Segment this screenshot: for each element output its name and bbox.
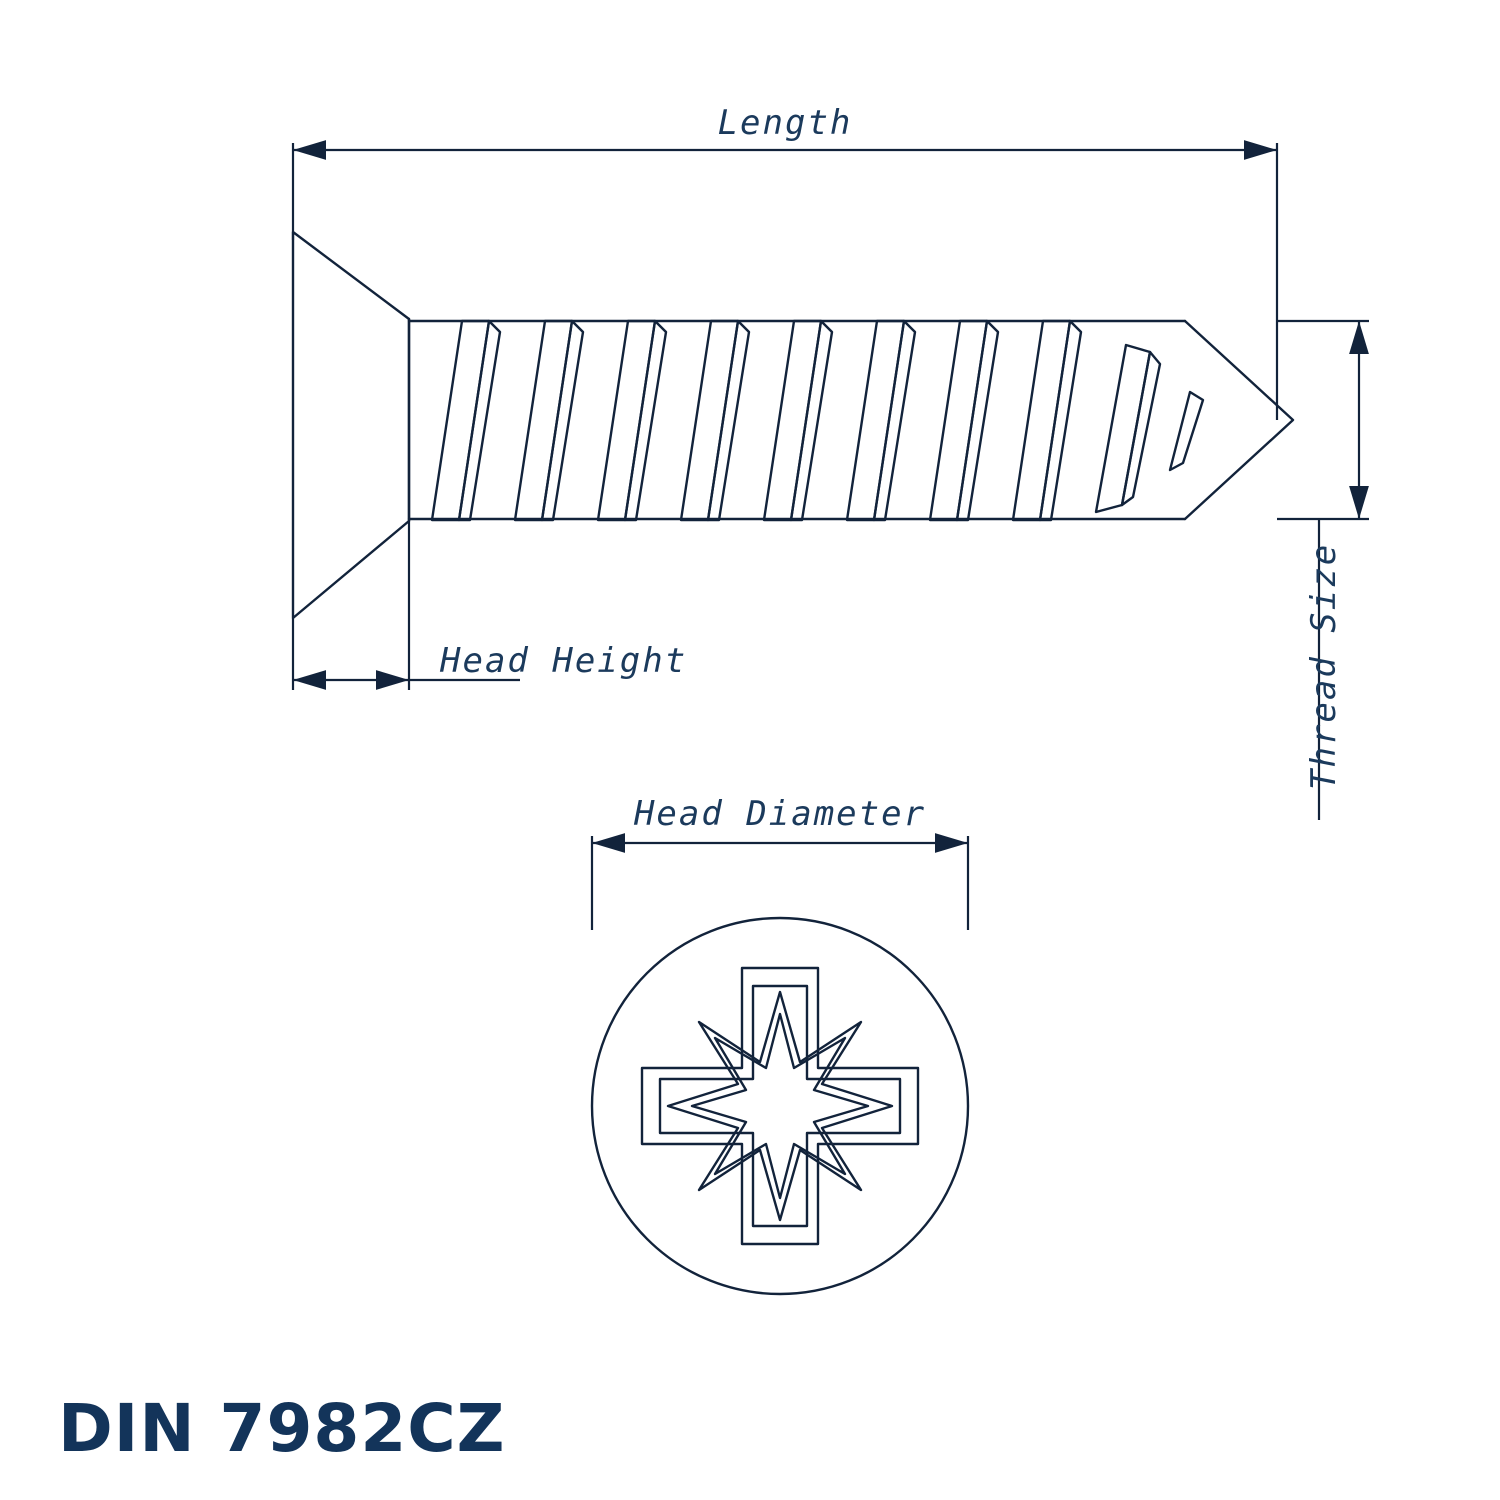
head-outer-circle [592,918,968,1294]
label-length: Length [717,103,853,143]
pozidriv-star-inner [692,1014,868,1198]
pozidriv-recess-outer [642,968,918,1244]
pozidriv-star-ribs [668,992,892,1220]
dimension-head-diameter [592,794,968,930]
thread-flights [432,321,1203,520]
label-head-height: Head Height [440,641,688,681]
dimension-head-height [293,521,687,690]
screw-side-view [293,232,1293,618]
page-title: DIN 7982CZ [58,1390,506,1467]
dimension-length [293,103,1277,420]
label-head-diameter: Head Diameter [633,794,927,834]
screw-head-top-view [592,918,968,1294]
label-thread-size: Thread Size [1304,542,1344,790]
dimension-thread-size [1277,321,1369,820]
screw-head-profile [293,232,409,618]
